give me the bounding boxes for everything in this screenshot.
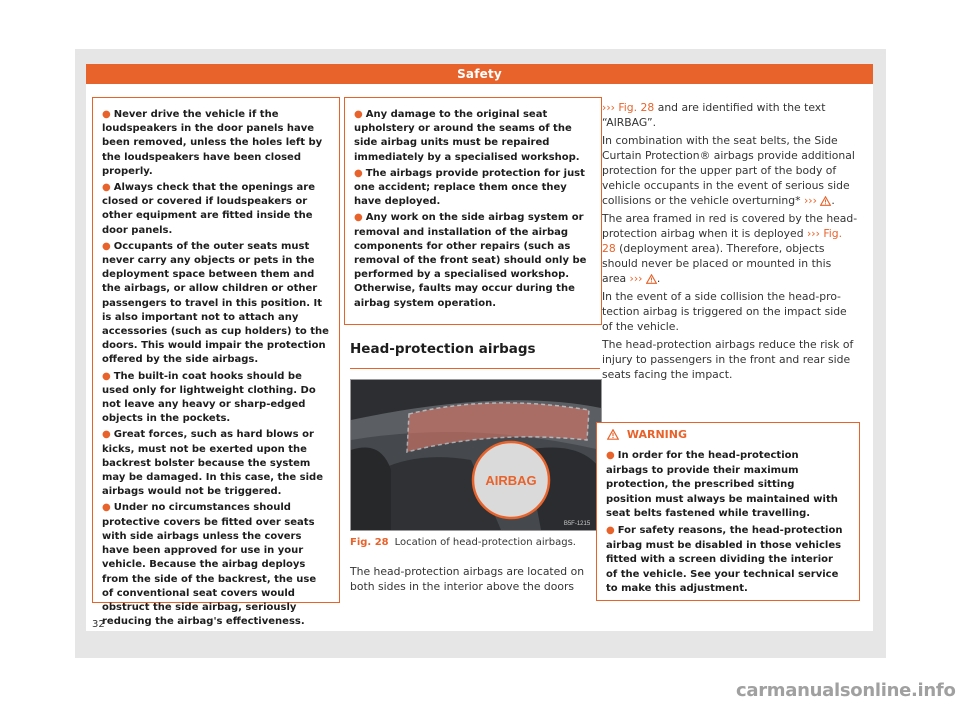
page-number: 32 bbox=[92, 619, 105, 630]
bullet-icon: ● bbox=[354, 167, 363, 179]
heading-rule bbox=[350, 368, 600, 369]
paragraph: The area framed in red is covered by the head-protection airbag when it is deployed ››› Fig. 28 (deployment area). Therefore, objects should never be placed or mounted in this area ››› . bbox=[602, 212, 858, 285]
list-item: ● Great forces, such as hard blows or kicks, must not be exerted upon the backrest bolster because the system may be damaged. In this case, the side airbags would not be triggered. bbox=[102, 429, 323, 498]
list-item: ● The airbags provide protection for just one accident; replace them once they have deployed. bbox=[354, 167, 585, 208]
figure-airbag-location bbox=[350, 379, 602, 531]
section-banner: Safety bbox=[86, 64, 873, 84]
warning-continued-box-mid bbox=[344, 97, 602, 325]
warning-link[interactable]: ››› bbox=[626, 272, 646, 285]
left-bullet-list bbox=[93, 98, 339, 629]
list-item: ● Any work on the side airbag system or removal and installation of the airbag components for other repairs (such as removal of the front seat) should only be performed by a specialised workshop. Otherwise, faults may occur during the airbag system operation. bbox=[354, 212, 587, 309]
paragraph: ››› Fig. 28 and are identified with the text “AIRBAG”. bbox=[602, 101, 826, 129]
list-item: ● Occupants of the outer seats must never carry any objects or pets in the deployment space between them and the airbags, or allow children or other passengers to travel in this position. It is also important not to attach any accessories (such as cup holders) to the doors. This would impair the protection offered by the side airbags. bbox=[102, 240, 329, 366]
bullet-icon: ● bbox=[606, 524, 615, 536]
bullet-icon: ● bbox=[606, 450, 615, 461]
list-item: ● Any damage to the original seat upholstery or around the seams of the side airbag units must be repaired immediately by a specialised workshop. bbox=[354, 109, 580, 163]
right-column-text bbox=[602, 100, 858, 385]
warning-body bbox=[597, 449, 851, 599]
bullet-icon: ● bbox=[102, 502, 111, 514]
warning-triangle-icon bbox=[820, 196, 831, 206]
bullet-icon: ● bbox=[102, 429, 111, 441]
caption-text: Location of head-protection airbags. bbox=[394, 537, 576, 548]
warning-box bbox=[596, 422, 860, 601]
bullet-icon: ● bbox=[102, 109, 111, 120]
section-heading: Head-protection airbags bbox=[350, 341, 536, 357]
paragraph: The head-protection airbags reduce the risk of injury to passengers in the front and rear side seats facing the impact. bbox=[602, 338, 854, 381]
bullet-icon: ● bbox=[354, 212, 363, 224]
bullet-icon: ● bbox=[354, 109, 363, 120]
figure-link[interactable]: ››› Fig. 28 bbox=[602, 101, 655, 114]
list-item: ● Under no circumstances should protective covers be fitted over seats with side airbags unless the covers have been approved for use in your vehicle. Because the airbag deploys from the side of the backrest, the use of conventional seat covers would obstruct the side airbag, seriously reducing the airbag's effectiveness. bbox=[102, 502, 317, 628]
bullet-icon: ● bbox=[102, 182, 111, 194]
bullet-icon: ● bbox=[102, 370, 111, 382]
list-item: ● The built-in coat hooks should be used only for lightweight clothing. Do not leave any heavy or sharp-edged objects in the pockets. bbox=[102, 370, 316, 425]
bullet-icon: ● bbox=[102, 240, 111, 252]
figure-label: AIRBAG bbox=[485, 473, 537, 488]
list-item: ● For safety reasons, the head-protection airbag must be disabled in those vehicles fitted with a screen dividing the interior of the vehicle. See your technical service to make this adjustment. bbox=[606, 524, 843, 595]
warning-link[interactable]: ››› bbox=[800, 194, 821, 207]
warning-title: WARNING bbox=[597, 423, 869, 448]
figure-code: B5F-1215 bbox=[563, 521, 591, 527]
manual-page bbox=[86, 64, 873, 631]
warning-triangle-icon bbox=[646, 274, 657, 284]
list-item: ● In order for the head-protection airbags to provide their maximum protection, the prescribed sitting position must always be maintained with seat belts fastened while travelling. bbox=[606, 450, 838, 520]
figure-link[interactable]: ››› Fig. 28 bbox=[602, 227, 843, 255]
paragraph: In combination with the seat belts, the Side Curtain Protection® airbags provide additional protection for the upper part of the body of vehicle occupants in the event of serious side collisions or the vehicle overturning* ››› . bbox=[602, 134, 855, 207]
paragraph: In the event of a side collision the head-protection airbag is triggered on the impact side of the vehicle. bbox=[602, 290, 847, 333]
list-item: ● Always check that the openings are closed or covered if loudspeakers or other equipment are fitted inside the door panels. bbox=[102, 182, 316, 236]
mid-bullet-list bbox=[345, 98, 601, 311]
list-item: ● Never drive the vehicle if the loudspeakers in the door panels have been removed, unless the holes left by the loudspeakers have been closed properly. bbox=[102, 109, 323, 177]
warning-bullet-list bbox=[597, 449, 851, 597]
airbag-illustration bbox=[351, 380, 601, 530]
warning-triangle-icon bbox=[607, 429, 619, 440]
figure-number: Fig. 28 bbox=[350, 537, 389, 548]
figure-caption bbox=[350, 537, 610, 548]
watermark-brand: carmanualsonline.info bbox=[736, 680, 956, 701]
intro-paragraph: The head-protection airbags are located on both sides in the interior above the doors bbox=[350, 565, 585, 593]
